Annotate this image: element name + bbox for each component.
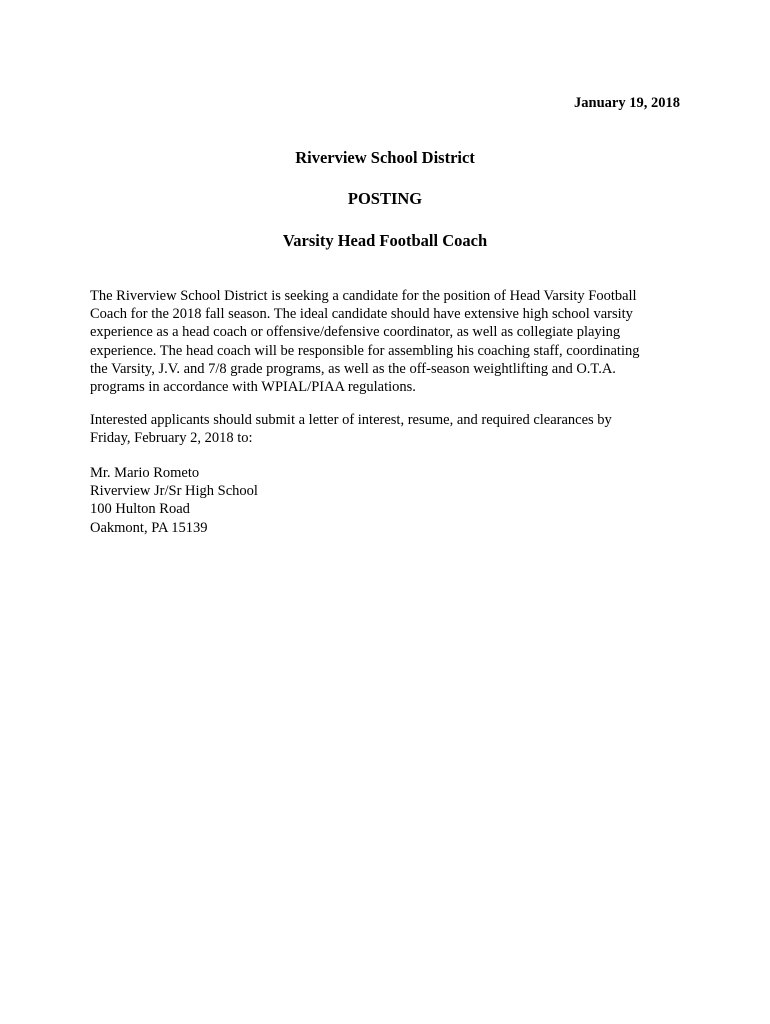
instructions-line: Friday, February 2, 2018 to: xyxy=(90,430,253,447)
address-school: Riverview Jr/Sr High School xyxy=(90,483,258,500)
description-line: experience as a head coach or offensive/defensive coordinator, as well as collegiate playing xyxy=(90,324,621,341)
instructions-line: Interested applicants should submit a letter of interest, resume, and required clearances by xyxy=(90,412,612,428)
posting-heading: POSTING xyxy=(347,189,423,208)
description-line: Coach for the 2018 fall season. The ideal candidate should have extensive high school varsity xyxy=(90,306,633,323)
address-street: 100 Hulton Road xyxy=(90,501,190,518)
description-line: The Riverview School District is seeking a candidate for the position of Head Varsity Football xyxy=(90,288,637,304)
district-name: Riverview School District xyxy=(295,148,475,167)
address-name: Mr. Mario Rometo xyxy=(90,465,200,481)
address-city-state-zip: Oakmont, PA 15139 xyxy=(90,519,208,536)
description-paragraph xyxy=(90,287,675,396)
position-title: Varsity Head Football Coach xyxy=(282,231,488,250)
description-line: experience. The head coach will be responsible for assembling his coaching staff, coordinating xyxy=(90,342,640,359)
description-line: the Varsity, J.V. and 7/8 grade programs, as well as the off-season weightlifting and O.T.A. xyxy=(90,360,616,377)
posting-date: January 19, 2018 xyxy=(574,95,680,111)
application-instructions xyxy=(90,411,675,447)
description-line: programs in accordance with WPIAL/PIAA regulations. xyxy=(90,379,416,396)
mailing-address xyxy=(90,464,258,537)
